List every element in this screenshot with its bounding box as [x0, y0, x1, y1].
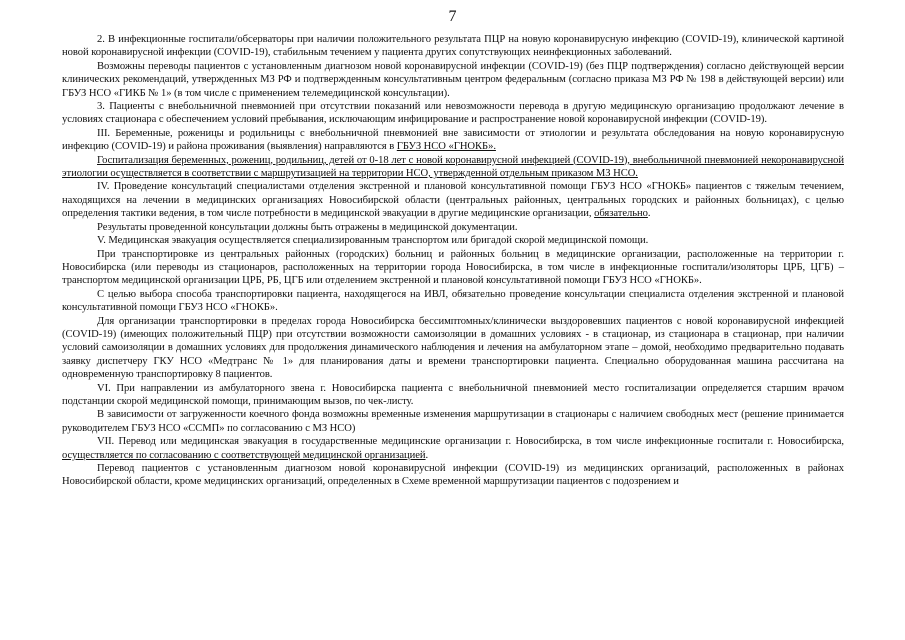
paragraph — [62, 180, 844, 220]
paragraph — [62, 127, 844, 154]
paragraph — [62, 100, 844, 127]
paragraph — [62, 234, 844, 247]
text-run: IV. Проведение консультаций специалистами отделения экстренной и плановой консультативной помощи ГБУЗ НСО «ГНОКБ» пациентов с тяжелым течением, находящихся на лечении в медицинских организациях Новосибирской области (центральных районных, центральных городских и районных больницах), с целью определения тактики ведения, в том числе потребности в медицинской эвакуации в другие медицинские организации, — [62, 181, 844, 220]
text-run: Перевод пациентов с установленным диагнозом новой коронавирусной инфекции (COVID-19) из медицинских организаций, расположенных в районах Новосибирской области, кроме медицинских организаций, определенных в Схеме временной маршрутизации пациентов с подозрением и — [62, 463, 844, 488]
underlined-text: осуществляется по согласованию с соответствующей медицинской организацией — [62, 449, 426, 461]
paragraph — [62, 221, 844, 234]
text-run: Результаты проведенной консультации должны быть отражены в медицинской документации. — [97, 221, 518, 233]
text-run: Возможны переводы пациентов с установленным диагнозом новой коронавирусной инфекции (COVID-19) (без ПЦР подтверждения) согласно действующей версии клинических рекомендаций, утвержденных МЗ РФ и подтвержденным консультативным центром федеральным (согласно приказа МЗ РФ № 198 в действующей версии) или ГБУЗ НСО «ГИКБ № 1» (в том числе с применением телемедицинской консультации). — [62, 60, 844, 99]
paragraph — [62, 382, 844, 409]
text-run: VI. При направлении из амбулаторного звена г. Новосибирска пациента с внебольничной пневмонией место госпитализации определяется старшим врачом подстанции скорой медицинской помощи, принимающим вызов, по чек-листу. — [62, 382, 844, 407]
paragraph — [62, 33, 844, 60]
text-run: 2. В инфекционные госпитали/обсерваторы при наличии положительного результата ПЦР на новую коронавирусную инфекцию (COVID-19), клинической картиной новой коронавирусной инфекции (COVID-19), стабильным течением у пациента других сопутствующих неинфекционных заболеваний. — [62, 34, 844, 59]
underlined-text: обязательно — [594, 208, 648, 220]
page-number: 7 — [448, 8, 457, 25]
paragraph — [62, 154, 844, 181]
paragraph — [62, 315, 844, 382]
text-run: В зависимости от загруженности коечного фонда возможны временные изменения маршрутизации в стационары с наличием свободных мест (решение принимается руководителем ГБУЗ НСО «ССМП» по согласованию с МЗ НСО) — [62, 409, 844, 434]
text-run: V. Медицинская эвакуация осуществляется специализированным транспортом или бригадой скорой медицинской помощи. — [97, 235, 649, 247]
text-run: Для организации транспортировки в пределах города Новосибирска бессимптомных/клинически выздоровевших пациентов с новой коронавирусной инфекцией (COVID-19) (имеющих положительный ПЦР) при отсутствии возможности самоизоляции в домашних условиях - в стационар, из стационара в стационар, при наличии условий самоизоляции в домашних условиях для продолжения динамического наблюдения и лечения на амбулаторном этапе – домой, необходимо предварительно подавать заявку диспетчеру ГКУ НСО «Медтранс № 1» для планирования даты и времени транспортировки пациента. Специально оборудованная машина рассчитана на одновременную транспортировку 8 пациентов. — [62, 315, 844, 381]
text-run: С целью выбора способа транспортировки пациента, находящегося на ИВЛ, обязательно проведение консультации специалиста отделения экстренной и плановой консультативной помощи ГБУЗ НСО «ГНОКБ». — [62, 288, 844, 314]
paragraph — [62, 462, 844, 489]
text-run: VII. Перевод или медицинская эвакуация в государственные медицинские организации г. Новосибирска, в том числе инфекционные госпитали г. Новосибирска, — [97, 436, 844, 448]
document-body — [62, 33, 844, 489]
underlined-text: Госпитализация беременных, рожениц, родильниц, детей от 0-18 лет с новой коронавирусной инфекцией (COVID-19), внебольничной пневмонией некоронавирусной этиологии осуществляется в соответствии с маршрутизацией на территории НСО, утвержденной отдельным приказом МЗ НСО. — [62, 154, 844, 180]
text-run: . — [425, 449, 429, 461]
paragraph — [62, 408, 844, 435]
underlined-text: ГБУЗ НСО «ГНОКБ». — [396, 141, 496, 153]
paragraph — [62, 288, 844, 315]
text-run: . — [647, 208, 651, 220]
paragraph — [62, 435, 844, 462]
text-run: При транспортировке из центральных районных (городских) больниц и районных больниц в медицинские организации, расположенные на территории г. Новосибирска (или переводы из стационаров, расположенных на территории города Новосибирска, в том числе в инфекционные госпитали/изоляторы ЦРБ, ЦГБ) – транспортом медицинской организации ЦРБ, РБ, ЦГБ или отделением экстренной и плановой консультативной помощи ГБУЗ НСО «ГНОКБ». — [62, 248, 844, 287]
text-run: 3. Пациенты с внебольничной пневмонией при отсутствии показаний или невозможности перевода в другую медицинскую организацию продолжают лечение в условиях стационара с обеспечением условий пребывания, исключающим инфицирование и распространение новой коронавирусной инфекции (COVID-19). — [62, 101, 844, 126]
paragraph — [62, 248, 844, 288]
text-run: III. Беременные, роженицы и родильницы с внебольничной пневмонией вне зависимости от этиологии и результата обследования на новую коронавирусную инфекцию (COVID-19) и района проживания (выявления) направляются в — [62, 127, 844, 153]
paragraph — [62, 60, 844, 100]
